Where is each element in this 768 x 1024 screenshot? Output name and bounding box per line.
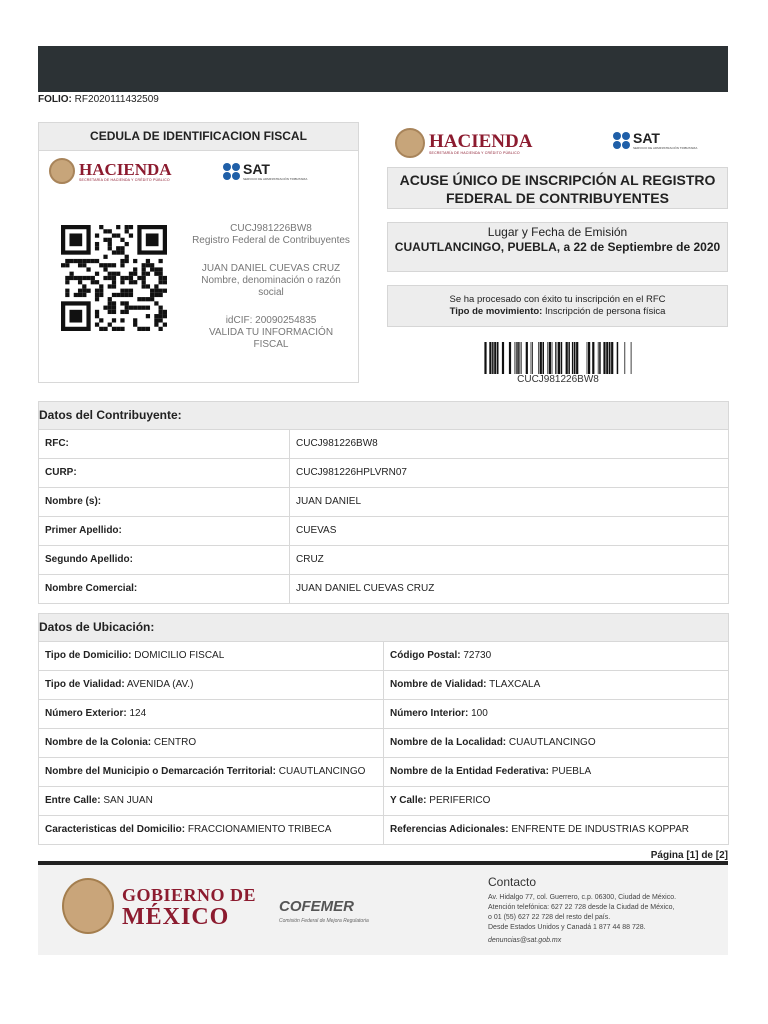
- cedula-valida: VALIDA TU INFORMACIÓN FISCAL: [208, 327, 334, 350]
- gobierno-line1: GOBIERNO DE: [122, 885, 257, 905]
- table-row: [39, 517, 728, 546]
- contacto-line: Desde Estados Unidos y Canadá 1 877 44 88 728.: [488, 924, 646, 931]
- field-cell: Número Interior: 100: [390, 708, 488, 719]
- table-row: [39, 700, 728, 729]
- cofemer-logo: COFEMER: [279, 898, 354, 915]
- field-cell: Nombre del Municipio o Demarcación Territorial: CUAUTLANCINGO: [39, 758, 384, 786]
- table-row: [39, 459, 728, 488]
- cedula-rfc: CUCJ981226BW8: [230, 223, 312, 234]
- field-label: Nombre (s):: [39, 488, 290, 516]
- top-header-bar: [38, 46, 728, 92]
- cedula-name-label: Nombre, denominación o razón social: [201, 275, 341, 298]
- field-value: CRUZ: [296, 554, 324, 565]
- gobierno-seal-icon: [62, 878, 114, 934]
- field-value: CUCJ981226HPLVRN07: [296, 467, 407, 478]
- contribuyente-section: [38, 401, 729, 604]
- acuse-title: ACUSE ÚNICO DE INSCRIPCIÓN AL REGISTRO FEDERAL DE CONTRIBUYENTES: [387, 167, 728, 209]
- table-row: [39, 488, 728, 517]
- cedula-idcif: idCIF: 20090254835: [225, 315, 317, 326]
- sat-dots-icon: [223, 163, 240, 180]
- field-value: JUAN DANIEL CUEVAS CRUZ: [296, 583, 435, 594]
- field-label: Segundo Apellido:: [39, 546, 290, 574]
- cofemer-sub: Comisión Federal de Mejora Regulatoria: [279, 918, 369, 924]
- field-cell: Entre Calle: SAN JUAN: [39, 787, 384, 815]
- folio: FOLIO: RF2020111432509: [38, 94, 159, 105]
- field-value: CUCJ981226BW8: [296, 438, 378, 449]
- field-value: CUEVAS: [296, 525, 337, 536]
- field-cell: Tipo de Domicilio: DOMICILIO FISCAL: [39, 642, 384, 670]
- contacto-title: Contacto: [488, 875, 537, 889]
- field-cell: Código Postal: 72730: [390, 650, 492, 661]
- sat-logo: SAT SERVICIO DE ADMINISTRACIÓN TRIBUTARIA: [613, 130, 697, 150]
- field-cell: Nombre de Vialidad: TLAXCALA: [390, 679, 541, 690]
- sat-logo: SAT SERVICIO DE ADMINISTRACIÓN TRIBUTARIA: [223, 161, 307, 181]
- acuse-logos: [387, 122, 728, 162]
- barcode: [483, 342, 633, 374]
- procesado-text: Se ha procesado con éxito tu inscripción en el RFC: [449, 294, 666, 305]
- cedula-rfc-label: Registro Federal de Contribuyentes: [192, 235, 350, 246]
- ubicacion-title: Datos de Ubicación:: [39, 614, 728, 642]
- table-row: [39, 546, 728, 575]
- field-value: JUAN DANIEL: [296, 496, 362, 507]
- field-cell: Y Calle: PERIFERICO: [390, 795, 491, 806]
- hacienda-seal-icon: [395, 128, 425, 158]
- table-row: [39, 816, 728, 844]
- hacienda-logo: HACIENDA SECRETARÍA DE HACIENDA Y CRÉDITO PÚBLICO: [395, 128, 532, 158]
- table-row: [39, 729, 728, 758]
- table-row: [39, 430, 728, 459]
- field-label: CURP:: [39, 459, 290, 487]
- contribuyente-title: Datos del Contribuyente:: [39, 402, 728, 430]
- table-row: [39, 575, 728, 603]
- cedula-card: [38, 122, 359, 383]
- contacto-line: Av. Hidalgo 77, col. Guerrero, c.p. 06300, Ciudad de México.: [488, 894, 677, 901]
- lugar-label: Lugar y Fecha de Emisión: [487, 225, 628, 239]
- page-number: Página [1] de [2]: [650, 850, 728, 861]
- cedula-title: CEDULA DE IDENTIFICACION FISCAL: [39, 123, 358, 151]
- tipo-movimiento: Tipo de movimiento: Inscripción de persona física: [449, 306, 666, 317]
- table-row: [39, 671, 728, 700]
- barcode-text: CUCJ981226BW8: [517, 374, 599, 385]
- contacto-email[interactable]: denuncias@sat.gob.mx: [488, 937, 562, 944]
- ubicacion-section: [38, 613, 729, 845]
- sat-dots-icon: [613, 132, 630, 149]
- lugar-value: CUAUTLANCINGO, PUEBLA, a 22 de Septiembre de 2020: [394, 240, 721, 254]
- field-cell: Nombre de la Entidad Federativa: PUEBLA: [390, 766, 592, 777]
- field-cell: Caracteristicas del Domicilio: FRACCIONAMIENTO TRIBECA: [39, 816, 384, 844]
- field-cell: Nombre de la Localidad: CUAUTLANCINGO: [390, 737, 596, 748]
- field-cell: Tipo de Vialidad: AVENIDA (AV.): [39, 671, 384, 699]
- field-cell: Número Exterior: 124: [39, 700, 384, 728]
- field-cell: Referencias Adicionales: ENFRENTE DE INDUSTRIAS KOPPAR: [390, 824, 689, 835]
- lugar-fecha-box: [387, 222, 728, 272]
- contacto-line: Atención telefónica: 627 22 728 desde la Ciudad de México,: [488, 904, 675, 911]
- table-row: [39, 787, 728, 816]
- gobierno-line2: MÉXICO: [122, 904, 230, 930]
- contacto-line: o 01 (55) 627 22 728 del resto del país.: [488, 914, 611, 921]
- qr-code: [61, 225, 167, 331]
- field-cell: Nombre de la Colonia: CENTRO: [39, 729, 384, 757]
- field-label: Nombre Comercial:: [39, 575, 290, 603]
- table-row: [39, 758, 728, 787]
- field-label: RFC:: [39, 430, 290, 458]
- procesado-box: [387, 285, 728, 327]
- field-label: Primer Apellido:: [39, 517, 290, 545]
- cedula-name: JUAN DANIEL CUEVAS CRUZ: [201, 263, 341, 274]
- table-row: [39, 642, 728, 671]
- hacienda-seal-icon: [49, 158, 75, 184]
- hacienda-logo: HACIENDA SECRETARÍA DE HACIENDA Y CRÉDITO PÚBLICO: [49, 158, 172, 184]
